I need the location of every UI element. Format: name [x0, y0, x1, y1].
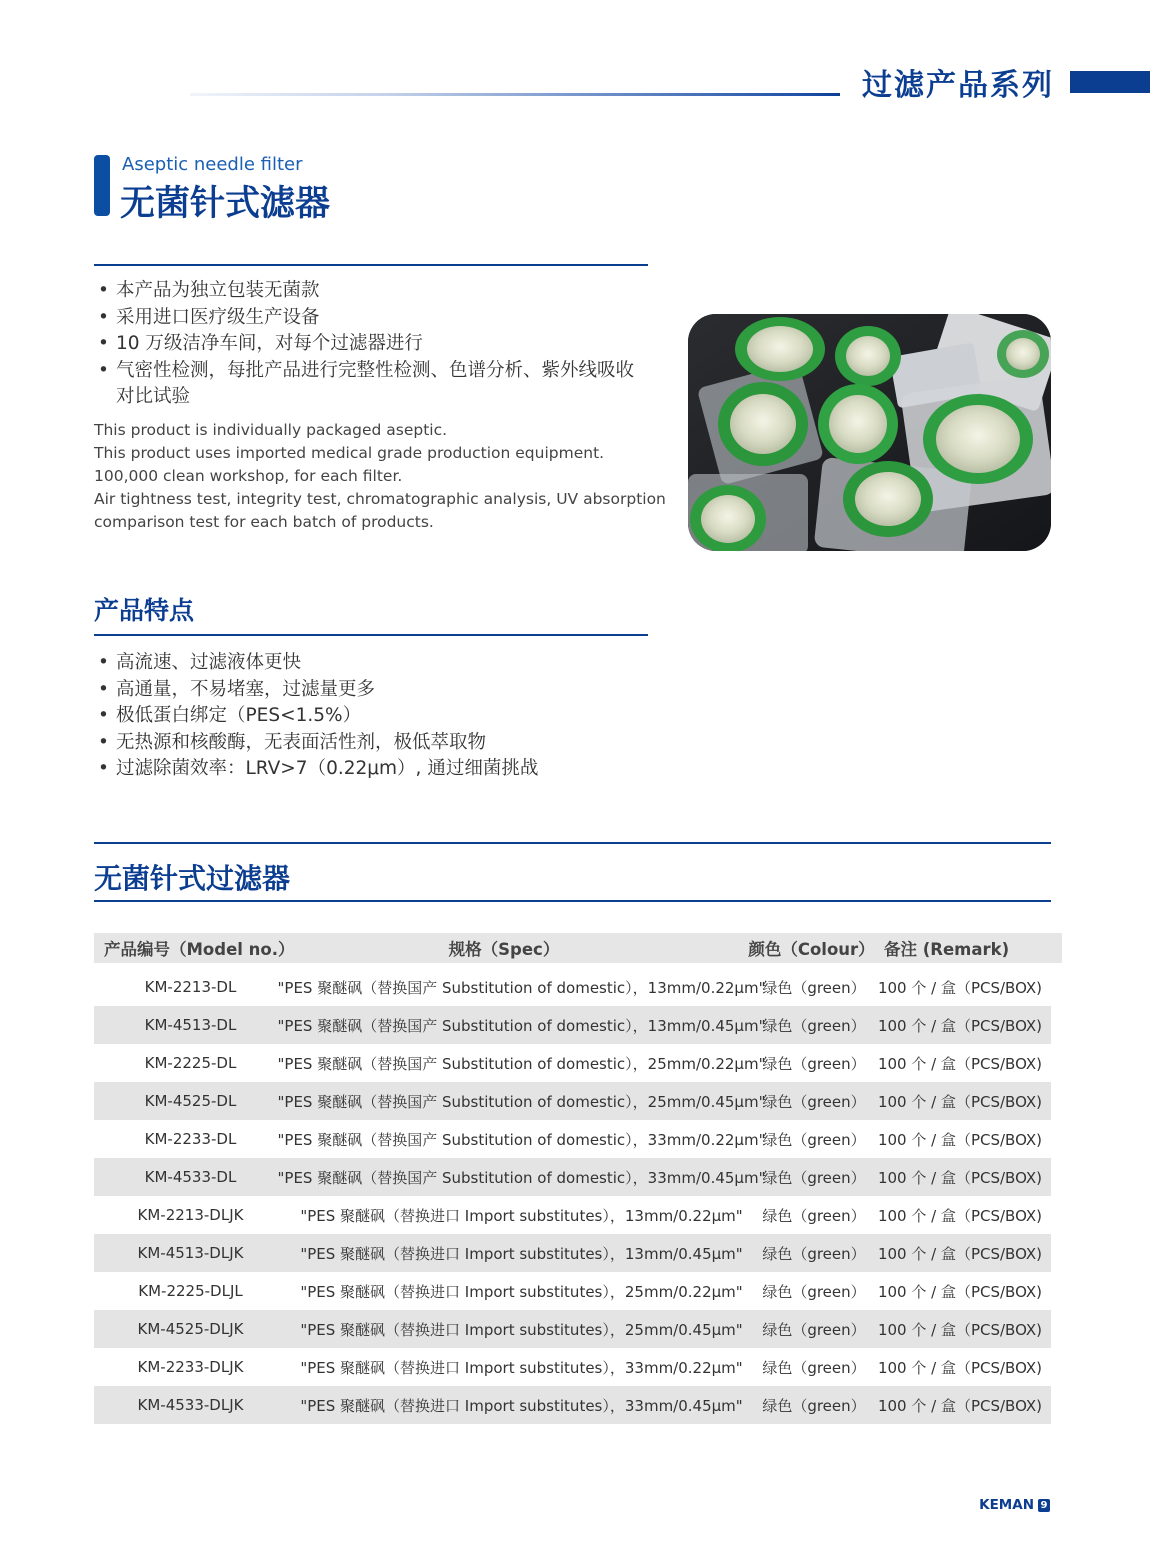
- cell-spec: "PES 聚醚砜（替换进口 Import substitutes），13mm/0.45μm": [300, 1244, 743, 1263]
- table-row: [94, 1348, 1051, 1386]
- cell-color: 绿色（green）: [762, 1168, 866, 1187]
- cell-color: 绿色（green）: [762, 1244, 866, 1263]
- syringe-filters-illustration: [688, 314, 1051, 551]
- table-row: [94, 1158, 1051, 1196]
- cell-spec: "PES 聚醚砜（替换国产 Substitution of domestic），13mm/0.22μm": [277, 978, 766, 997]
- cell-remark: 100 个 / 盒（PCS/BOX): [877, 1092, 1043, 1111]
- cell-color: 绿色（green）: [762, 1358, 866, 1377]
- table-row: [94, 1386, 1051, 1424]
- cell-spec: "PES 聚醚砜（替换国产 Substitution of domestic），25mm/0.45μm": [277, 1092, 766, 1111]
- product-intro-list: [94, 278, 639, 411]
- page-footer: [979, 1497, 1050, 1513]
- cell-remark: 100 个 / 盒（PCS/BOX): [877, 1168, 1043, 1187]
- description-line: Air tightness test, integrity test, chromatographic analysis, UV absorption: [94, 490, 666, 508]
- cell-spec: "PES 聚醚砜（替换国产 Substitution of domestic），33mm/0.45μm": [277, 1168, 766, 1187]
- intro-bullet: • 气密性检测，每批产品进行完整性检测、色谱分析、紫外线吸收对比试验: [94, 358, 639, 411]
- header-spec: 规格（Spec）: [448, 940, 560, 959]
- cell-model: KM-4533-DLJK: [137, 1396, 244, 1414]
- cell-color: 绿色（green）: [762, 1054, 866, 1073]
- cell-model: KM-2213-DLJK: [137, 1206, 244, 1224]
- cell-color: 绿色（green）: [762, 1282, 866, 1301]
- cell-remark: 100 个 / 盒（PCS/BOX): [877, 978, 1043, 997]
- product-photo: [688, 314, 1051, 551]
- feature-bullet: • 无热源和核酸酶，无表面活性剂，极低萃取物: [94, 730, 639, 757]
- description-line: This product uses imported medical grade production equipment.: [94, 444, 605, 462]
- cell-model: KM-4525-DL: [144, 1092, 237, 1110]
- catalog-section-title: 过滤产品系列: [862, 68, 1054, 103]
- header-gradient-line: [190, 93, 840, 96]
- feature-bullet: • 极低蛋白绑定（PES<1.5%）: [94, 703, 639, 730]
- product-title-cn: 无菌针式滤器: [120, 184, 331, 224]
- section-divider: [94, 264, 648, 266]
- section-divider: [94, 842, 1051, 844]
- table-row: [94, 1006, 1051, 1044]
- product-title-en: Aseptic needle filter: [122, 154, 303, 175]
- table-row: [94, 1120, 1051, 1158]
- cell-color: 绿色（green）: [762, 1092, 866, 1111]
- description-line: 100,000 clean workshop, for each filter.: [94, 467, 403, 485]
- table-row: [94, 1234, 1051, 1272]
- cell-remark: 100 个 / 盒（PCS/BOX): [877, 1282, 1043, 1301]
- header-model: 产品编号（Model no.）: [104, 940, 295, 959]
- description-line: This product is individually packaged aseptic.: [94, 421, 448, 439]
- cell-spec: "PES 聚醚砜（替换进口 Import substitutes），25mm/0.22μm": [300, 1282, 743, 1301]
- cell-model: KM-4513-DLJK: [137, 1244, 244, 1262]
- page-number: 9: [1038, 1499, 1050, 1512]
- cell-remark: 100 个 / 盒（PCS/BOX): [877, 1358, 1043, 1377]
- cell-remark: 100 个 / 盒（PCS/BOX): [877, 1206, 1043, 1225]
- cell-model: KM-4513-DL: [144, 1016, 237, 1034]
- cell-color: 绿色（green）: [762, 1396, 866, 1415]
- cell-model: KM-2225-DL: [144, 1054, 237, 1072]
- brand-name: KEMAN: [979, 1497, 1034, 1513]
- cell-spec: "PES 聚醚砜（替换进口 Import substitutes），25mm/0.45μm": [300, 1320, 743, 1339]
- table-row: [94, 1196, 1051, 1234]
- header-accent-bar: [1070, 71, 1150, 93]
- cell-spec: "PES 聚醚砜（替换国产 Substitution of domestic），33mm/0.22μm": [277, 1130, 766, 1149]
- title-accent-bar: [94, 155, 110, 216]
- table-row: [94, 1044, 1051, 1082]
- cell-model: KM-2233-DLJK: [137, 1358, 244, 1376]
- cell-remark: 100 个 / 盒（PCS/BOX): [877, 1054, 1043, 1073]
- cell-model: KM-2225-DLJL: [138, 1282, 243, 1300]
- cell-model: KM-2213-DL: [144, 978, 237, 996]
- cell-remark: 100 个 / 盒（PCS/BOX): [877, 1396, 1043, 1415]
- cell-color: 绿色（green）: [762, 1206, 866, 1225]
- cell-spec: "PES 聚醚砜（替换进口 Import substitutes），33mm/0.22μm": [300, 1358, 743, 1377]
- features-list: [94, 650, 639, 783]
- cell-color: 绿色（green）: [762, 978, 866, 997]
- cell-model: KM-4525-DLJK: [137, 1320, 244, 1338]
- cell-spec: "PES 聚醚砜（替换国产 Substitution of domestic），13mm/0.45μm": [277, 1016, 766, 1035]
- table-header-row: [94, 933, 1062, 963]
- cell-color: 绿色（green）: [762, 1016, 866, 1035]
- table-row: [94, 1310, 1051, 1348]
- cell-spec: "PES 聚醚砜（替换进口 Import substitutes），13mm/0.22μm": [300, 1206, 743, 1225]
- table-row: [94, 1272, 1051, 1310]
- features-title: 产品特点: [94, 596, 195, 625]
- feature-bullet: • 高通量，不易堵塞，过滤量更多: [94, 677, 639, 704]
- cell-model: KM-4533-DL: [144, 1168, 237, 1186]
- cell-color: 绿色（green）: [762, 1130, 866, 1149]
- intro-bullet: • 10 万级洁净车间，对每个过滤器进行: [94, 331, 639, 358]
- cell-remark: 100 个 / 盒（PCS/BOX): [877, 1130, 1043, 1149]
- section-divider: [94, 634, 648, 636]
- feature-bullet: • 过滤除菌效率：LRV>7（0.22μm）, 通过细菌挑战: [94, 756, 639, 783]
- intro-bullet: • 采用进口医疗级生产设备: [94, 305, 639, 332]
- cell-spec: "PES 聚醚砜（替换进口 Import substitutes），33mm/0.45μm": [300, 1396, 743, 1415]
- intro-bullet: • 本产品为独立包装无菌款: [94, 278, 639, 305]
- cell-remark: 100 个 / 盒（PCS/BOX): [877, 1016, 1043, 1035]
- table-section-title: 无菌针式过滤器: [94, 862, 291, 895]
- description-line: comparison test for each batch of products.: [94, 513, 434, 531]
- cell-color: 绿色（green）: [762, 1320, 866, 1339]
- table-row: [94, 968, 1051, 1006]
- cell-remark: 100 个 / 盒（PCS/BOX): [877, 1244, 1043, 1263]
- feature-bullet: • 高流速、过滤液体更快: [94, 650, 639, 677]
- product-description-en: [94, 419, 666, 534]
- cell-remark: 100 个 / 盒（PCS/BOX): [877, 1320, 1043, 1339]
- table-row: [94, 1082, 1051, 1120]
- cell-spec: "PES 聚醚砜（替换国产 Substitution of domestic），25mm/0.22μm": [277, 1054, 766, 1073]
- cell-model: KM-2233-DL: [144, 1130, 237, 1148]
- header-remark: 备注 (Remark): [884, 940, 1010, 959]
- product-table: [94, 933, 1062, 1424]
- header-color: 颜色（Colour）: [748, 940, 875, 959]
- section-divider: [94, 900, 1051, 902]
